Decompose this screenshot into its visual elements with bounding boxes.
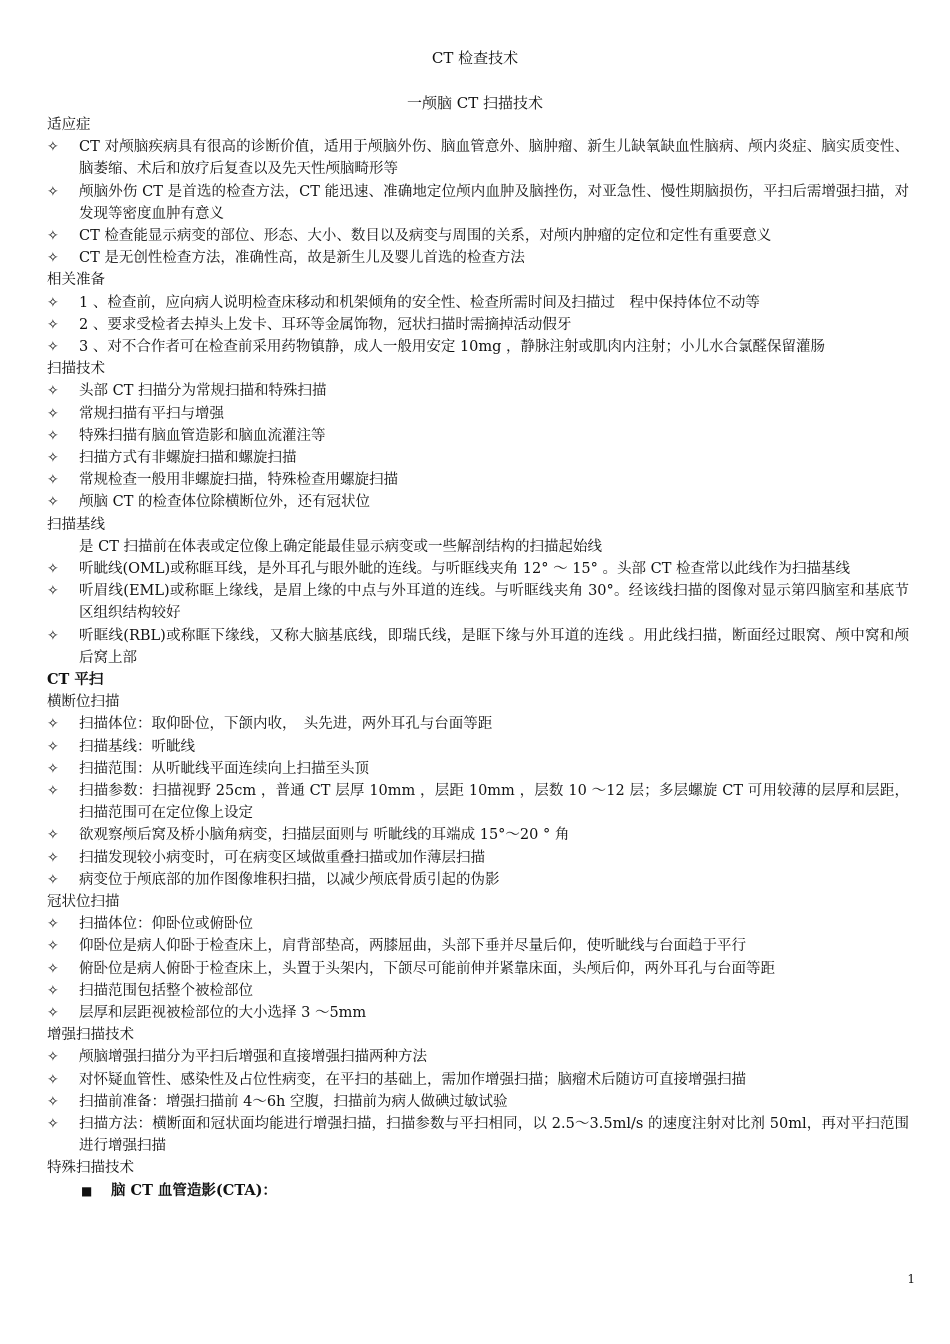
list-item-text: CT 检查能显示病变的部位、形态、大小、数目以及病变与周围的关系，对颅内肿瘤的定位和定性有重要意义	[79, 228, 772, 244]
list-item	[47, 958, 909, 980]
list-item	[47, 314, 909, 336]
diamond-bullet-icon: ✧	[47, 1116, 59, 1133]
page-number: 1	[907, 1272, 915, 1286]
diamond-bullet-icon: ✧	[47, 1005, 59, 1022]
diamond-bullet-icon: ✧	[47, 827, 59, 844]
list-item	[47, 780, 909, 824]
list-item-text: 听眶线(RBL)或称眶下缘线，又称大脑基底线，即瑞氏线，是眶下缘与外耳道的连线 。用此线扫描，断面经过眼窝、颅中窝和颅后窝上部	[79, 627, 909, 666]
list-item	[47, 913, 909, 935]
list-item-text: 特殊扫描有脑血管造影和脑血流灌注等	[79, 427, 326, 444]
list-item	[47, 292, 909, 314]
diamond-bullet-icon: ✧	[47, 294, 59, 311]
diamond-bullet-icon: ✧	[47, 916, 59, 933]
document-body	[47, 114, 909, 1202]
diamond-bullet-icon: ✧	[47, 760, 59, 777]
diamond-bullet-icon: ✧	[47, 716, 59, 733]
list-item	[47, 469, 909, 491]
list-item-text: 颅脑外伤 CT 是首选的检查方法，CT 能迅速、准确地定位颅内血肿及脑挫伤，对亚急性、慢性期脑损伤，平扫后需增强扫描，对发现等密度血肿有意义	[79, 183, 909, 222]
document-title: CT 检查技术	[431, 49, 519, 67]
diamond-bullet-icon: ✧	[47, 738, 59, 755]
section-heading: 特殊扫描技术	[47, 1160, 134, 1177]
list-item-text: 3 、对不合作者可在检查前采用药物镇静，成人一般用安定 10mg ，静脉注射或肌肉内注射；小儿水合氯醛保留灌肠	[79, 339, 826, 355]
diamond-bullet-icon: ✧	[47, 627, 59, 644]
section-heading: 增强扫描技术	[47, 1027, 134, 1044]
list-item-text: CT 是无创性检查方法，准确性高，故是新生儿及婴儿首选的检查方法	[79, 250, 525, 267]
diamond-bullet-icon: ✧	[47, 339, 59, 355]
diamond-bullet-icon: ✧	[47, 783, 59, 799]
list-item	[47, 380, 909, 402]
list-item	[47, 713, 909, 735]
list-item-text: 听眦线(OML)或称眶耳线，是外耳孔与眼外眦的连线。与听眶线夹角 12° ～ 15° 。头部 CT 检查常以此线作为扫描基线	[79, 561, 850, 577]
section-heading: 扫描技术	[47, 361, 105, 378]
paragraph: 是 CT 扫描前在体表或定位像上确定能最佳显示病变或一些解剖结构的扫描起始线	[79, 538, 602, 555]
list-item	[47, 425, 909, 447]
list-item-text: 层厚和层距视被检部位的大小选择 3 ～5mm	[79, 1005, 367, 1022]
section-heading: 适应症	[47, 117, 91, 133]
list-item	[47, 869, 909, 891]
list-item-text: 仰卧位是病人仰卧于检查床上，肩背部垫高，两膝屈曲，头部下垂并尽量后仰，使听眦线与台面趋于平行	[79, 938, 746, 955]
list-item	[47, 225, 909, 247]
diamond-bullet-icon: ✧	[47, 383, 59, 400]
section-title: 一颅脑 CT 扫描技术	[406, 94, 544, 112]
list-item-text: 扫描参数：扫描视野 25cm ，普通 CT 层厚 10mm ，层距 10mm ，层数 10 ～12 层；多层螺旋 CT 可用较薄的层厚和层距，扫描范围可在定位像上设定	[79, 783, 909, 822]
diamond-bullet-icon: ✧	[47, 561, 59, 577]
list-item	[47, 1046, 909, 1068]
diamond-bullet-icon: ✧	[47, 228, 59, 244]
list-item	[47, 935, 909, 957]
list-item-text: 听眉线(EML)或称眶上缘线，是眉上缘的中点与外耳道的连线。与听眶线夹角 30°。经该线扫描的图像对显示第四脑室和基底节区组织结构较好	[79, 583, 909, 622]
diamond-bullet-icon: ✧	[47, 450, 59, 466]
list-item-text: 常规扫描有平扫与增强	[79, 405, 224, 422]
diamond-bullet-icon: ✧	[47, 938, 59, 955]
diamond-bullet-icon: ✧	[47, 960, 59, 977]
list-item-text: 颅脑 CT 的检查体位除横断位外，还有冠状位	[79, 494, 370, 511]
list-item	[47, 181, 909, 225]
section-heading: 横断位扫描	[47, 694, 120, 711]
list-item-text: 扫描基线：听眦线	[79, 738, 195, 755]
diamond-bullet-icon: ✧	[47, 871, 59, 888]
diamond-bullet-icon: ✧	[47, 139, 59, 156]
diamond-bullet-icon: ✧	[47, 427, 59, 444]
diamond-bullet-icon: ✧	[47, 472, 59, 489]
diamond-bullet-icon: ✧	[47, 316, 59, 333]
list-item	[47, 1069, 909, 1091]
diamond-bullet-icon: ✧	[47, 250, 59, 267]
diamond-bullet-icon: ✧	[47, 1071, 59, 1088]
diamond-bullet-icon: ✧	[47, 1093, 59, 1110]
list-item-text: 欲观察颅后窝及桥小脑角病变，扫描层面则与 听眦线的耳端成 15°～20 ° 角	[79, 827, 570, 844]
list-item	[47, 491, 909, 513]
list-item-text: 扫描范围包括整个被检部位	[79, 982, 253, 999]
list-item-text: 病变位于颅底部的加作图像堆积扫描，以减少颅底骨质引起的伪影	[79, 871, 500, 888]
list-item-text: 扫描方法：横断面和冠状面均能进行增强扫描，扫描参数与平扫相同，以 2.5～3.5ml/s 的速度注射对比剂 50ml，再对平扫范围进行增强扫描	[79, 1116, 909, 1155]
list-item	[47, 824, 909, 846]
diamond-bullet-icon: ✧	[47, 405, 59, 422]
diamond-bullet-icon: ✧	[47, 982, 59, 999]
section-heading: 相关准备	[47, 272, 105, 289]
list-item	[47, 247, 909, 269]
list-item-text: 扫描体位：仰卧位或俯卧位	[79, 916, 253, 933]
list-item	[47, 1002, 909, 1024]
section-heading: 冠状位扫描	[47, 894, 120, 911]
list-item	[47, 580, 909, 624]
diamond-bullet-icon: ✧	[47, 583, 59, 600]
list-item	[47, 403, 909, 425]
list-item	[47, 625, 909, 669]
list-item	[47, 847, 909, 869]
list-item	[47, 447, 909, 469]
list-item	[47, 136, 909, 180]
list-item	[47, 558, 909, 580]
list-item-text: 俯卧位是病人俯卧于检查床上，头置于头架内，下颌尽可能前伸并紧靠床面，头颅后仰，两外耳孔与台面等距	[79, 960, 775, 977]
diamond-bullet-icon: ✧	[47, 849, 59, 866]
list-item	[47, 1113, 909, 1157]
list-item-text: CT 对颅脑疾病具有很高的诊断价值，适用于颅脑外伤、脑血管意外、脑肿瘤、新生儿缺氧缺血性脑病、颅内炎症、脑实质变性、脑萎缩、术后和放疗后复查以及先天性颅脑畸形等	[79, 139, 909, 178]
list-item-text: 扫描前准备：增强扫描前 4～6h 空腹，扫描前为病人做碘过敏试验	[79, 1093, 508, 1110]
list-item	[47, 1091, 909, 1113]
list-item-text: 扫描方式有非螺旋扫描和螺旋扫描	[79, 450, 297, 466]
list-item-text: 颅脑增强扫描分为平扫后增强和直接增强扫描两种方法	[79, 1049, 427, 1066]
list-item-text: 扫描发现较小病变时，可在病变区域做重叠扫描或加作薄层扫描	[79, 849, 485, 866]
list-item-text: 2 、要求受检者去掉头上发卡、耳环等金属饰物，冠状扫描时需摘掉活动假牙	[79, 316, 572, 333]
diamond-bullet-icon: ✧	[47, 494, 59, 511]
list-item	[47, 736, 909, 758]
diamond-bullet-icon: ✧	[47, 1049, 59, 1066]
list-item-text: 头部 CT 扫描分为常规扫描和特殊扫描	[79, 383, 327, 400]
section-heading: 扫描基线	[47, 516, 105, 533]
sub-list-item	[47, 1180, 909, 1202]
diamond-bullet-icon: ✧	[47, 183, 59, 200]
list-item-text: 扫描体位：取仰卧位，下颌内收， 头先进，两外耳孔与台面等距	[79, 716, 493, 733]
list-item-text: 扫描范围：从听眦线平面连续向上扫描至头顶	[79, 760, 369, 777]
section-heading: CT 平扫	[47, 671, 104, 689]
list-item-text: 常规检查一般用非螺旋扫描，特殊检查用螺旋扫描	[79, 472, 398, 489]
list-item-text: 1 、检查前，应向病人说明检查床移动和机架倾角的安全性、检查所需时间及扫描过 程中保持体位不动等	[79, 294, 760, 311]
list-item-text: 对怀疑血管性、感染性及占位性病变，在平扫的基础上，需加作增强扫描；脑瘤术后随访可直接增强扫描	[79, 1071, 746, 1088]
list-item	[47, 980, 909, 1002]
list-item	[47, 758, 909, 780]
list-item	[47, 336, 909, 358]
sub-list-item-text: 脑 CT 血管造影(CTA)：	[111, 1181, 277, 1199]
square-bullet-icon: ■	[81, 1183, 93, 1198]
